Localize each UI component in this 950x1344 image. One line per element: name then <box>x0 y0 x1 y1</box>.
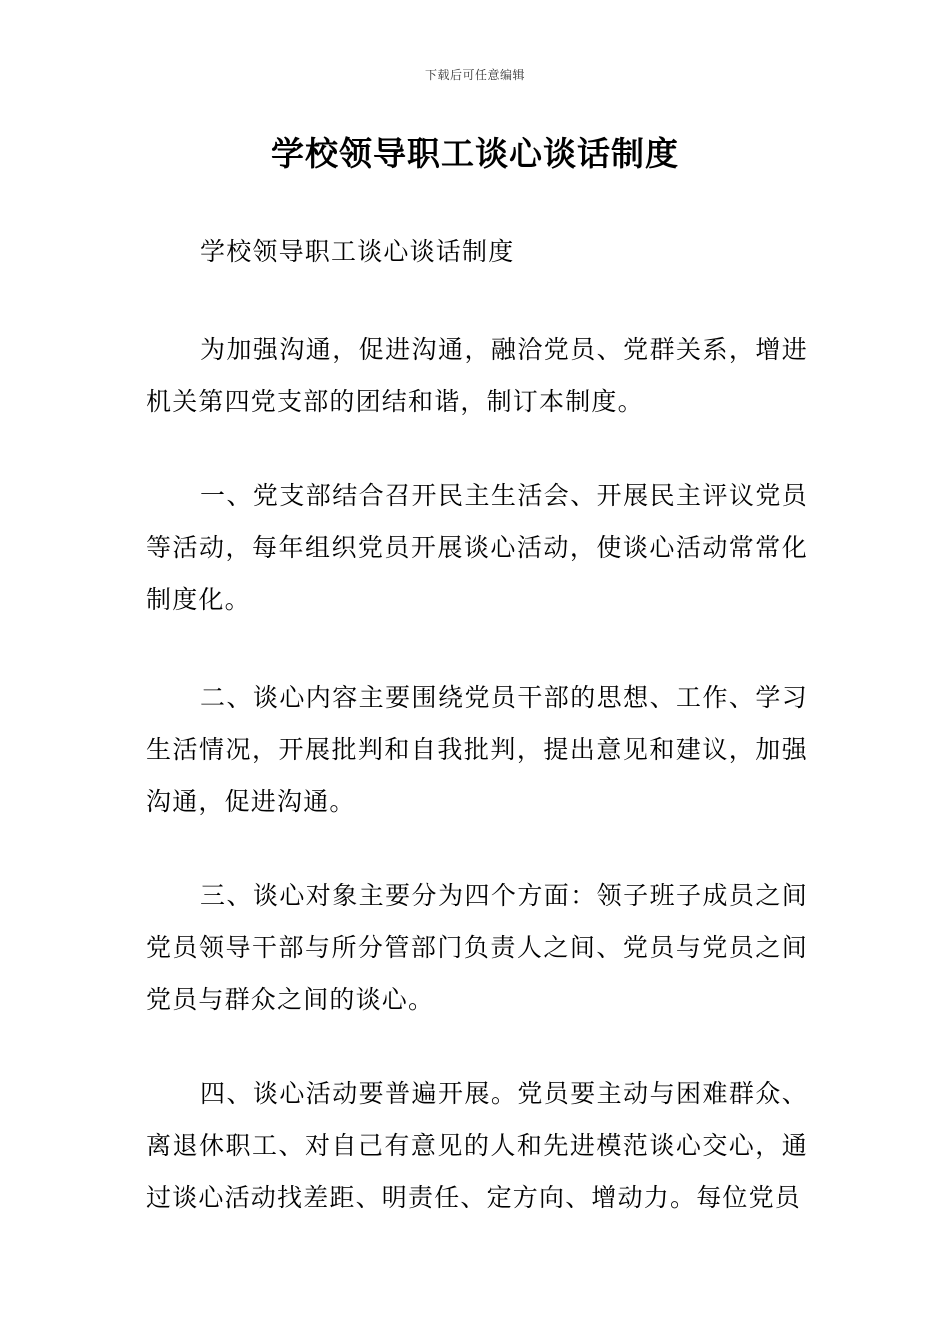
paragraph-item-4: 四、谈心活动要普遍开展。党员要主动与困难群众、离退休职工、对自己有意见的人和先进模范谈心交心，通过谈心活动找差距、明责任、定方向、增动力。每位党员 <box>146 1079 808 1212</box>
paragraph-item-3: 三、谈心对象主要分为四个方面：领子班子成员之间党员领导干部与所分管部门负责人之间、党员与党员之间党员与群众之间的谈心。 <box>146 881 808 1014</box>
paragraph-item-2: 二、谈心内容主要围绕党员干部的思想、工作、学习生活情况，开展批判和自我批判，提出意见和建议，加强沟通，促进沟通。 <box>146 683 808 816</box>
header-note: 下载后可任意编辑 <box>424 68 525 82</box>
document-subtitle: 学校领导职工谈心谈话制度 <box>200 237 515 266</box>
document-title: 学校领导职工谈心谈话制度 <box>271 134 679 173</box>
paragraph-intro: 为加强沟通，促进沟通，融洽党员、党群关系，增进机关第四党支部的团结和谐，制订本制度。 <box>146 335 808 416</box>
paragraph-item-1: 一、党支部结合召开民主生活会、开展民主评议党员等活动，每年组织党员开展谈心活动，使谈心活动常常化制度化。 <box>146 481 808 614</box>
